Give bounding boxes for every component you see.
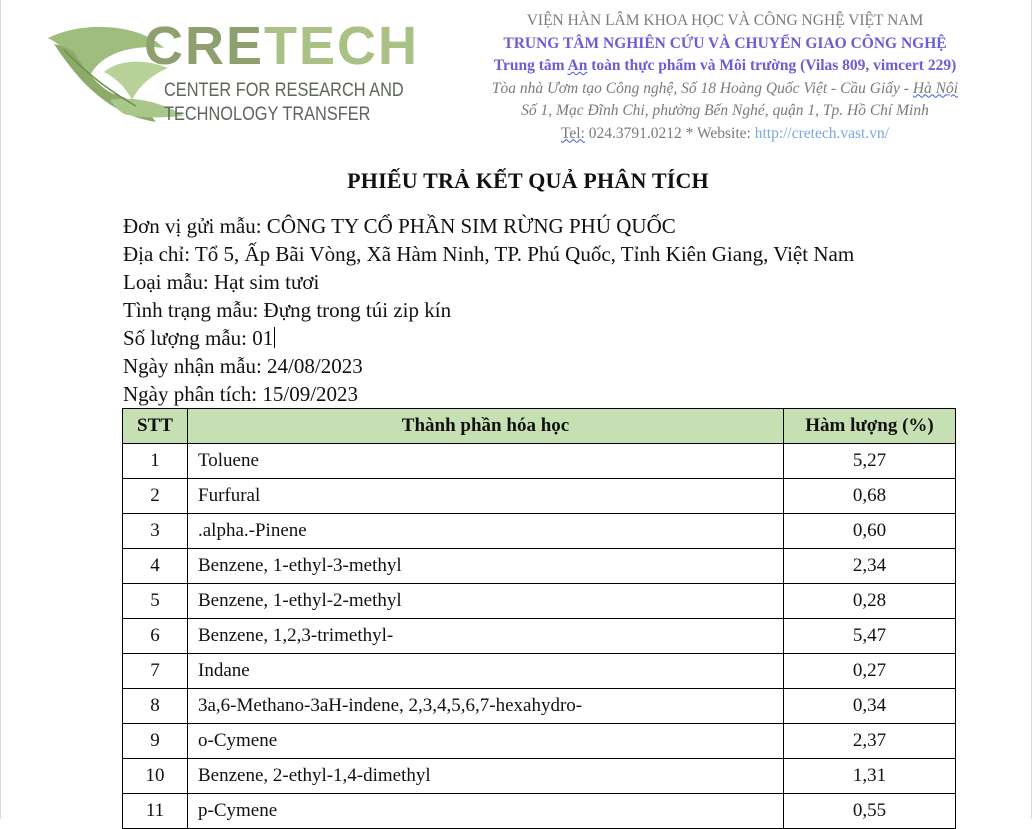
table-row xyxy=(123,724,956,759)
table-row xyxy=(123,619,956,654)
row-component-cell: Toluene xyxy=(188,444,784,479)
row-content-cell: 0,28 xyxy=(784,584,956,619)
row-component-cell: 3a,6-Methano-3aH-indene, 2,3,4,5,6,7-hexahydro- xyxy=(188,689,784,724)
results-table xyxy=(122,408,956,829)
row-stt-cell: 1 xyxy=(123,444,188,479)
row-stt-cell: 3 xyxy=(123,514,188,549)
received-date-line: Ngày nhận mẫu: 24/08/2023 xyxy=(123,354,363,378)
row-component-cell: o-Cymene xyxy=(188,724,784,759)
document-title: PHIẾU TRẢ KẾT QUẢ PHÂN TÍCH xyxy=(347,168,709,193)
table-row xyxy=(123,514,956,549)
row-content-cell: 5,27 xyxy=(784,444,956,479)
logo-word-tech: TECH xyxy=(264,16,420,76)
table-header-row xyxy=(123,409,956,444)
logo-wordmark xyxy=(144,16,419,76)
sample-type-line: Loại mẫu: Hạt sim tươi xyxy=(123,270,320,294)
sample-info xyxy=(123,212,854,408)
table-row xyxy=(123,444,956,479)
row-stt-cell: 10 xyxy=(123,759,188,794)
row-content-cell: 0,27 xyxy=(784,654,956,689)
table-row xyxy=(123,549,956,584)
row-content-cell: 0,55 xyxy=(784,794,956,829)
header-component: Thành phần hóa học xyxy=(188,409,784,444)
table-row xyxy=(123,794,956,829)
header-stt: STT xyxy=(123,409,188,444)
row-content-cell: 0,68 xyxy=(784,479,956,514)
row-stt-cell: 8 xyxy=(123,689,188,724)
row-content-cell: 5,47 xyxy=(784,619,956,654)
row-stt-cell: 11 xyxy=(123,794,188,829)
lab-name-end: toàn thực phẩm và Môi trường (Vilas 809, vimcert 229) xyxy=(587,57,957,74)
row-component-cell: .alpha.-Pinene xyxy=(188,514,784,549)
lab-name-start: Trung tâm xyxy=(493,57,568,74)
address-hanoi xyxy=(440,78,1010,101)
sender-line: Đơn vị gửi mẫu: CÔNG TY CỔ PHẦN SIM RỪNG PHÚ QUỐC xyxy=(123,214,676,238)
address-hanoi-spellcheck-word: Hà Nội xyxy=(912,79,959,97)
row-component-cell: Benzene, 1,2,3-trimethyl- xyxy=(188,619,784,654)
center-name: TRUNG TÂM NGHIÊN CỨU VÀ CHUYỂN GIAO CÔNG NGHỆ xyxy=(503,34,947,52)
header-content: Hàm lượng (%) xyxy=(784,409,956,444)
text-cursor xyxy=(274,327,275,348)
page-left-edge xyxy=(0,0,1,819)
lab-name xyxy=(440,55,1010,78)
website-link[interactable]: http://cretech.vast.vn/ xyxy=(754,124,889,142)
sample-count-line[interactable] xyxy=(123,324,854,352)
letterhead xyxy=(440,10,1010,145)
address-hanoi-text: Tòa nhà Ươm tạo Công nghệ, Số 18 Hoàng Quốc Việt - Cầu Giấy - xyxy=(491,79,913,97)
contact-line xyxy=(440,123,1010,146)
table-row xyxy=(123,689,956,724)
address-line: Địa chỉ: Tổ 5, Ấp Bãi Vòng, Xã Hàm Ninh, TP. Phú Quốc, Tỉnh Kiên Giang, Việt Nam xyxy=(123,242,855,266)
table-row xyxy=(123,479,956,514)
row-component-cell: Benzene, 1-ethyl-3-methyl xyxy=(188,549,784,584)
row-stt-cell: 4 xyxy=(123,549,188,584)
table-row xyxy=(123,584,956,619)
row-content-cell: 1,31 xyxy=(784,759,956,794)
logo-tagline-2: TECHNOLOGY TRANSFER xyxy=(164,104,371,125)
row-content-cell: 2,37 xyxy=(784,724,956,759)
cretech-logo xyxy=(44,14,420,132)
row-stt-cell: 6 xyxy=(123,619,188,654)
table-row xyxy=(123,759,956,794)
row-component-cell: Benzene, 2-ethyl-1,4-dimethyl xyxy=(188,759,784,794)
row-stt-cell: 2 xyxy=(123,479,188,514)
tel-number: 024.3791.0212 * Website: xyxy=(584,124,755,142)
sample-count-text: Số lượng mẫu: 01 xyxy=(123,326,274,350)
table-row xyxy=(123,654,956,689)
row-content-cell: 2,34 xyxy=(784,549,956,584)
row-component-cell: p-Cymene xyxy=(188,794,784,829)
row-stt-cell: 9 xyxy=(123,724,188,759)
logo-word-cre: CRE xyxy=(144,16,265,76)
logo-tagline-1: CENTER FOR RESEARCH AND xyxy=(164,80,404,101)
sample-condition-line: Tình trạng mẫu: Đựng trong túi zip kín xyxy=(123,298,452,322)
row-component-cell: Benzene, 1-ethyl-2-methyl xyxy=(188,584,784,619)
row-component-cell: Indane xyxy=(188,654,784,689)
tel-label: Tel: xyxy=(560,124,585,142)
address-hcm: Số 1, Mạc Đĩnh Chi, phường Bến Nghé, quận 1, Tp. Hồ Chí Minh xyxy=(521,102,929,119)
lab-name-spellcheck-word: An xyxy=(567,57,588,74)
row-component-cell: Furfural xyxy=(188,479,784,514)
row-content-cell: 0,34 xyxy=(784,689,956,724)
row-content-cell: 0,60 xyxy=(784,514,956,549)
analysis-date-line: Ngày phân tích: 15/09/2023 xyxy=(123,382,359,406)
row-stt-cell: 5 xyxy=(123,584,188,619)
row-stt-cell: 7 xyxy=(123,654,188,689)
institute-name: VIỆN HÀN LÂM KHOA HỌC VÀ CÔNG NGHỆ VIỆT NAM xyxy=(526,12,924,29)
